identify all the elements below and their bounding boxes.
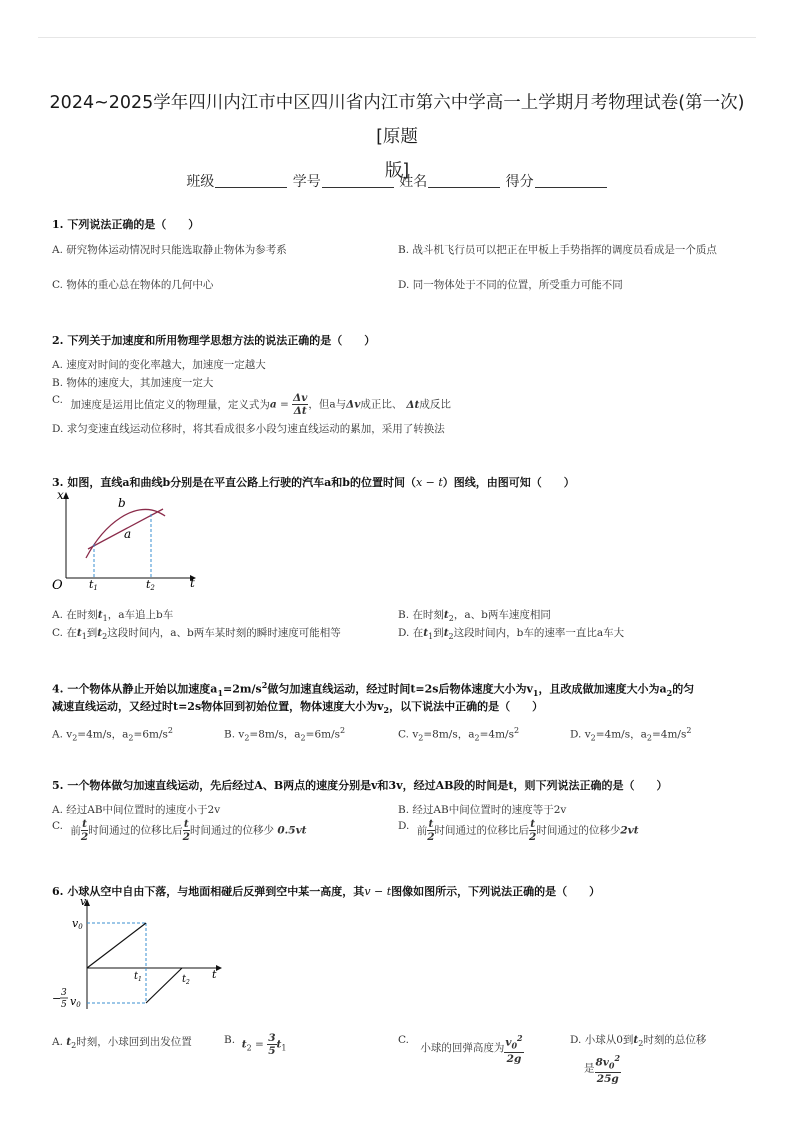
q3-c-s1: 1 bbox=[81, 632, 87, 642]
q6-b-pre: B. bbox=[224, 1034, 236, 1046]
q5-d-pre: 前 bbox=[416, 824, 428, 837]
q1-option-a[interactable]: A. 研究物体运动情况时只能选取静止物体为参考系 bbox=[52, 244, 287, 256]
q5-c-den2: 2 bbox=[182, 831, 190, 843]
q6-d-den: 25g bbox=[596, 1072, 619, 1085]
q6-a-sub: 2 bbox=[71, 1041, 77, 1051]
q4-a-mid: =4m/s，a bbox=[77, 728, 129, 741]
score-field[interactable] bbox=[535, 173, 607, 188]
q2-c-mid2: 成正比、 bbox=[360, 398, 403, 411]
q4-s1-end: 的匀 bbox=[672, 682, 695, 696]
q1-option-d[interactable]: D. 同一物体处于不同的位置，所受重力可能不同 bbox=[398, 279, 623, 291]
q4-s1-sub2: 1 bbox=[532, 687, 539, 698]
q2-c-a: a bbox=[269, 398, 277, 411]
q4-s2-sub: 2 bbox=[383, 705, 390, 716]
q5-c-pre: 前 bbox=[70, 824, 81, 837]
q2-option-d[interactable]: D. 求匀变速直线运动位移时，将其看成很多小段匀速直线运动的累加，采用了转换法 bbox=[52, 423, 445, 435]
q2-option-b[interactable]: B. 物体的速度大，其加速度一定大 bbox=[52, 377, 214, 389]
q3-option-c[interactable] bbox=[52, 625, 341, 645]
q3-b-sub: 2 bbox=[448, 614, 454, 624]
score-label: 得分 bbox=[505, 174, 534, 190]
q4-b-pre: B. v bbox=[224, 728, 245, 741]
q2-c-fraction bbox=[292, 392, 308, 417]
q3-d-post: 这段时间内，b车的速率一直比a车大 bbox=[453, 627, 625, 639]
q3-c-s2: 2 bbox=[102, 632, 108, 642]
q3-a-sub: 1 bbox=[102, 614, 108, 624]
q3-origin-label: O bbox=[52, 578, 63, 593]
id-label: 学号 bbox=[292, 174, 321, 190]
q4-s1-sup: 2 bbox=[261, 680, 268, 690]
q4-d-mid2: =4m/s bbox=[651, 728, 687, 741]
top-rule bbox=[38, 37, 756, 38]
q6-neg-num: 3 bbox=[61, 988, 67, 998]
q2-option-c[interactable] bbox=[52, 392, 451, 417]
q2-c-dt: Δt bbox=[406, 398, 420, 411]
q6-d-num-sup: 2 bbox=[614, 1053, 621, 1064]
q5-d-den2: 2 bbox=[529, 831, 537, 843]
class-label: 班级 bbox=[186, 174, 215, 190]
question-4-stem-line-1 bbox=[52, 680, 694, 698]
q6-b-t: t bbox=[241, 1038, 247, 1051]
q6-fall-line bbox=[87, 923, 146, 968]
q5-c-label: C. bbox=[52, 820, 63, 832]
q4-d-pre: D. v bbox=[570, 728, 591, 741]
q2-c-eq: = bbox=[276, 398, 293, 411]
q4-s1-pre: 4. 一个物体从静止开始以加速度a bbox=[52, 682, 218, 696]
q5-c-frac-2 bbox=[183, 818, 190, 843]
q3-d-t1: t bbox=[423, 627, 429, 639]
q5-c-den: 2 bbox=[80, 831, 89, 843]
q2-c-num: Δv bbox=[293, 392, 308, 404]
q5-d-val: 2vt bbox=[620, 824, 639, 837]
q3-label-a: a bbox=[124, 527, 132, 541]
q6-a-post: 时刻，小球回到出发位置 bbox=[76, 1036, 192, 1048]
q6-b-den: 5 bbox=[268, 1045, 276, 1057]
name-field[interactable] bbox=[428, 173, 500, 188]
q4-s1-sub3: 2 bbox=[666, 687, 673, 698]
q5-d-num: t bbox=[428, 818, 434, 830]
q5-option-c[interactable] bbox=[52, 818, 307, 843]
q6-d-pre: D. 小球从0到 bbox=[570, 1034, 634, 1046]
q5-c-num2: t bbox=[183, 818, 189, 830]
q6-t2-label: $t_2$ bbox=[182, 974, 190, 986]
q5-c-num: t bbox=[82, 818, 87, 830]
q5-option-a[interactable]: A. 经过AB中间位置时的速度小于2v bbox=[52, 804, 221, 816]
q6-a-pre: A. bbox=[52, 1036, 63, 1048]
q6-b-frac bbox=[267, 1032, 276, 1057]
q3-c-t2: t bbox=[97, 627, 103, 639]
q3-d-s1: 1 bbox=[428, 632, 434, 642]
q6-d-num bbox=[595, 1052, 622, 1073]
q6-c-num-v: v bbox=[505, 1036, 512, 1049]
q2-c-label: C. bbox=[52, 394, 63, 406]
q6-c-den: 2g bbox=[506, 1052, 522, 1065]
q6-b-t1: t bbox=[276, 1038, 282, 1051]
q4-c-s1: 2 bbox=[418, 733, 424, 743]
q6-b-s1: 1 bbox=[281, 1043, 287, 1053]
q6-velocity-time-graph bbox=[50, 894, 230, 1014]
q4-d-sup: 2 bbox=[686, 726, 692, 735]
q6-d-frac bbox=[595, 1052, 622, 1085]
q4-a-sup: 2 bbox=[167, 726, 173, 735]
question-1-stem: 1. 下列说法正确的是（ ） bbox=[52, 218, 200, 231]
q5-d-frac-1 bbox=[427, 818, 434, 843]
q6-v-axis-label: v bbox=[80, 895, 87, 908]
q5-c-mid: 时间通过的位移比后 bbox=[88, 824, 183, 837]
q4-d-mid: =4m/s，a bbox=[595, 728, 647, 741]
q6-v0-label: v0 bbox=[72, 917, 83, 931]
q2-c-end: 成反比 bbox=[419, 398, 451, 411]
q6-c-num-sup: 2 bbox=[517, 1033, 523, 1043]
q4-c-mid2: =4m/s bbox=[479, 728, 514, 741]
q2-c-mid1: ，但a与 bbox=[308, 398, 347, 411]
q4-s2-post: ，以下说法中正确的是（ ） bbox=[389, 700, 544, 713]
q6-d-line2: 是 bbox=[584, 1062, 595, 1075]
q6-stem-math: v − t bbox=[364, 885, 392, 898]
q3-label-b: b bbox=[118, 496, 126, 510]
id-field[interactable] bbox=[322, 173, 394, 188]
q3-stem-pre: 3. 如图，直线a和曲线b分别是在平直公路上行驶的汽车a和b的位置时间（ bbox=[52, 476, 416, 489]
q3-c-t1: t bbox=[76, 627, 82, 639]
q3-option-d[interactable] bbox=[398, 625, 624, 645]
q4-b-sup: 2 bbox=[340, 726, 346, 735]
q4-s1-sub1: 1 bbox=[217, 687, 224, 698]
q1-option-c[interactable]: C. 物体的重心总在物体的几何中心 bbox=[52, 279, 214, 291]
q6-b-sub: 2 bbox=[246, 1043, 252, 1053]
q6-neg-v-label: v0 bbox=[70, 995, 81, 1009]
q4-c-s2: 2 bbox=[474, 733, 480, 743]
q6-c-frac bbox=[504, 1032, 523, 1065]
q6-c-pre: C. bbox=[398, 1034, 409, 1046]
q6-neg-sign: − bbox=[52, 992, 62, 1005]
q6-rebound-line bbox=[146, 968, 182, 1003]
q6-t-axis-arrow bbox=[216, 965, 222, 971]
q4-s1-mid3: ，且改成做加速度大小为a bbox=[538, 682, 667, 696]
q6-option-a[interactable] bbox=[52, 1034, 192, 1054]
q5-d-num2: t bbox=[530, 818, 536, 830]
q3-d-t2: t bbox=[443, 627, 449, 639]
q4-b-s1: 2 bbox=[244, 733, 250, 743]
class-field[interactable] bbox=[215, 173, 287, 188]
q4-s1-mid: =2m/s bbox=[223, 682, 262, 696]
q4-d-s2: 2 bbox=[646, 733, 652, 743]
q3-d-mid: 到 bbox=[433, 627, 444, 639]
q2-c-text-pre: 加速度是运用比值定义的物理量，定义式为 bbox=[70, 398, 270, 411]
q3-stem-post: ）图线，由图可知（ ） bbox=[442, 476, 575, 489]
q5-d-mid: 时间通过的位移比后 bbox=[434, 824, 530, 837]
question-5-stem: 5. 一个物体做匀加速直线运动，先后经过A、B两点的速度分别是v和3v，经过AB段的时间是t，则下列说法正确的是（ ） bbox=[52, 779, 668, 792]
q3-stem-math: x − t bbox=[415, 476, 443, 489]
title-line-2: 版] bbox=[384, 161, 410, 181]
q3-t-axis-label: t bbox=[190, 576, 195, 590]
q6-d-num-v: 8v bbox=[595, 1056, 609, 1069]
q3-d-pre: D. 在 bbox=[398, 627, 424, 639]
title-line-1: 2024~2025学年四川内江市中区四川省内江市第六中学高一上学期月考物理试卷(第一次)[原题 bbox=[49, 93, 745, 147]
q2-c-den: Δt bbox=[293, 405, 307, 417]
q4-d-s1: 2 bbox=[590, 733, 596, 743]
q6-c-text: 小球的回弹高度为 bbox=[420, 1042, 505, 1055]
q3-t1-label: t1 bbox=[89, 578, 98, 592]
q6-d-post: 时刻的总位移 bbox=[643, 1034, 707, 1046]
name-label: 姓名 bbox=[399, 174, 428, 190]
q3-b-post: ，a、b两车速度相同 bbox=[453, 609, 551, 621]
q4-b-mid: =8m/s，a bbox=[249, 728, 301, 741]
q6-d-line-1 bbox=[570, 1032, 760, 1052]
q3-a-t: t bbox=[97, 609, 103, 621]
q5-d-label: D. bbox=[398, 820, 410, 832]
q4-s2-pre: 减速直线运动，又经过时t=2s物体回到初始位置，物体速度大小为v bbox=[52, 700, 384, 713]
q4-option-c[interactable] bbox=[398, 723, 519, 747]
q6-t-axis-label: t bbox=[212, 968, 217, 981]
q4-option-a[interactable] bbox=[52, 723, 173, 747]
q4-c-mid: =8m/s，a bbox=[423, 728, 475, 741]
q1-option-b[interactable]: B. 战斗机飞行员可以把正在甲板上手势指挥的调度员看成是一个质点 bbox=[398, 244, 717, 256]
q4-c-sup: 2 bbox=[513, 726, 520, 735]
q6-b-eq: = bbox=[251, 1038, 268, 1051]
q4-b-s2: 2 bbox=[300, 733, 306, 743]
q3-x-axis-label: x bbox=[57, 488, 64, 502]
q3-c-pre: C. 在 bbox=[52, 627, 77, 639]
q6-d-sub: 2 bbox=[638, 1039, 644, 1049]
q6-d-num-sub: 0 bbox=[608, 1060, 615, 1071]
q5-option-d[interactable] bbox=[398, 818, 639, 843]
q5-d-den: 2 bbox=[427, 831, 435, 843]
q3-a-pre: A. 在时刻 bbox=[52, 609, 98, 621]
q5-c-val: 0.5vt bbox=[277, 824, 307, 837]
q3-b-t: t bbox=[443, 609, 449, 621]
q3-c-mid: 到 bbox=[86, 627, 98, 639]
q6-c-num-sub: 0 bbox=[511, 1040, 518, 1051]
q6-stem-pre: 6. 小球从空中自由下落，与地面相碰后反弹到空中某一高度，其 bbox=[52, 885, 365, 898]
q5-option-b[interactable]: B. 经过AB中间位置时的速度等于2v bbox=[398, 804, 567, 816]
q6-stem-post: 图像如图所示，下列说法正确的是（ ） bbox=[391, 885, 601, 898]
q6-b-num: 3 bbox=[268, 1032, 276, 1044]
question-2-stem: 2. 下列关于加速度和所用物理学思想方法的说法正确的是（ ） bbox=[52, 334, 376, 347]
q6-d-t: t bbox=[633, 1034, 639, 1046]
q3-x-axis-arrow bbox=[63, 492, 69, 499]
q4-b-mid2: =6m/s bbox=[305, 728, 341, 741]
q3-c-post: 这段时间内，a、b两车某时刻的瞬时速度可能相等 bbox=[107, 627, 341, 639]
q6-a-t: t bbox=[66, 1036, 72, 1048]
q3-position-time-graph bbox=[50, 486, 200, 596]
q4-a-mid2: =6m/s bbox=[133, 728, 168, 741]
q5-d-post: 时间通过的位移少 bbox=[536, 824, 621, 837]
q6-option-b[interactable] bbox=[224, 1032, 286, 1057]
q2-c-dv: Δv bbox=[346, 398, 361, 411]
q4-a-s1: 2 bbox=[72, 733, 78, 743]
q3-d-s2: 2 bbox=[448, 632, 454, 642]
q4-s1-mid2: 做匀加速直线运动，经过时间t=2s后物体速度大小为v bbox=[267, 682, 533, 696]
q4-option-b[interactable] bbox=[224, 723, 345, 747]
q6-option-c[interactable] bbox=[398, 1032, 524, 1065]
q5-c-post: 时间通过的位移少 bbox=[189, 824, 274, 837]
q4-c-pre: C. v bbox=[398, 728, 419, 741]
q2-option-a[interactable]: A. 速度对时间的变化率越大，加速度一定越大 bbox=[52, 359, 266, 371]
q6-neg-den: 5 bbox=[61, 1000, 67, 1010]
q4-a-s2: 2 bbox=[128, 733, 134, 743]
q4-a-pre: A. v bbox=[52, 728, 73, 741]
q6-t1-label: $t_1$ bbox=[134, 971, 142, 983]
q6-option-d[interactable] bbox=[570, 1032, 760, 1085]
question-4-stem-line-2 bbox=[52, 698, 543, 715]
q3-b-pre: B. 在时刻 bbox=[398, 609, 444, 621]
q4-option-d[interactable] bbox=[570, 723, 691, 747]
q3-t2-label: t2 bbox=[146, 578, 155, 592]
q6-c-num bbox=[504, 1032, 523, 1053]
q6-d-line-2 bbox=[584, 1052, 760, 1085]
q3-a-post: ，a车追上b车 bbox=[107, 609, 174, 621]
student-info bbox=[0, 171, 794, 191]
